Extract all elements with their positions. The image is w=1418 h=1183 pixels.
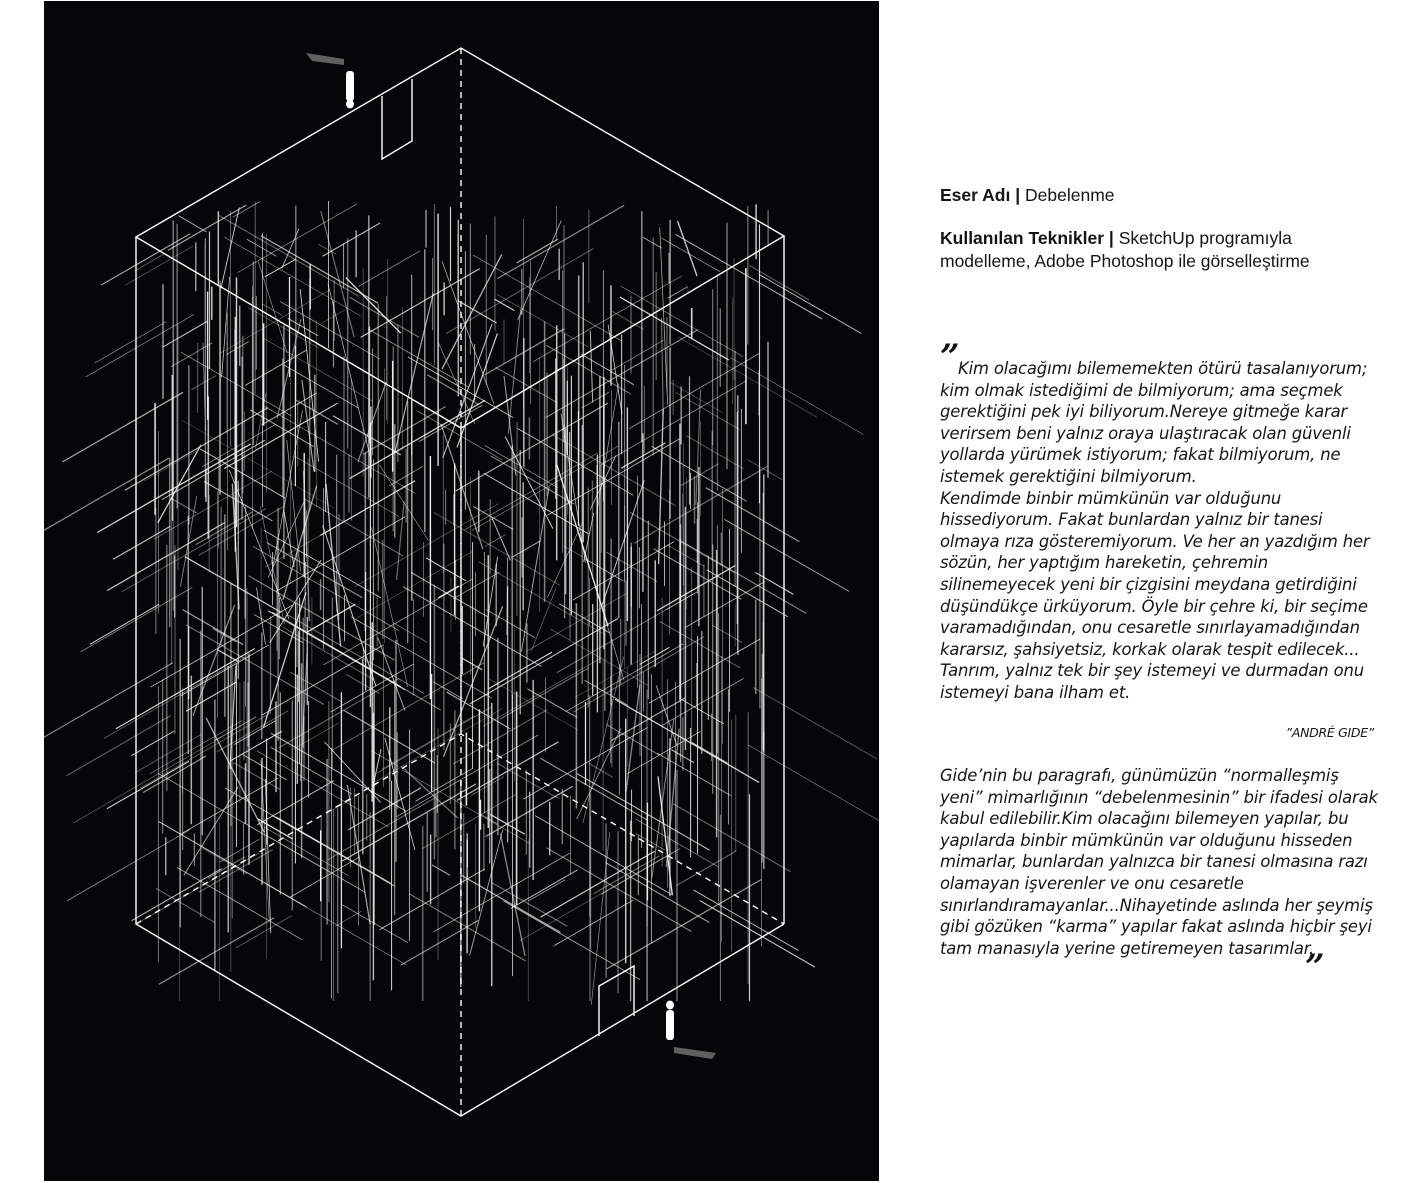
isometric-wireframe-tower-icon [44,1,879,1181]
quote-block [940,358,1380,704]
techniques-label: Kullanılan Teknikler [940,228,1105,248]
close-quote-icon: ” [1305,947,1325,987]
artwork-title [940,184,1380,207]
techniques [940,227,1380,273]
title-label: Eser Adı [940,185,1011,205]
quote-paragraph: Kim olacağımı bilememekten ötürü tasalanıyorum; kim olmak istediğimi de bilmiyorum; ama seçmek gerektiğini pek iyi biliyorum.Nereye gitmeğe karar verirsem beni yalnız oraya ulaştıracak olan güvenli yollarda yürümek istiyorum; fakat bilmiyorum, ne istemek gerektiğini bilmiyorum. [940,359,1368,486]
techniques-separator: | [1108,228,1114,248]
commentary-text [940,765,1380,959]
bounding-box-frame [136,48,784,1116]
quote-paragraph: Kendimde binbir mümkünün var olduğunu hissediyorum. Fakat bunlardan yalnız bir tanesi olmaya rıza gösteremiyorum. Ve her an yazdığım her sözün, her yaptığım hareketin, çehremin silinemeyecek yeni bir çizgisini meydana getirdiğini düşündükçe ürküyorum. Öyle bir çehre ki, bir seçime varamadığından, onu cesaretle sınırlayamadığından kararsız, şahsiyetsiz, korkak olarak tespit edilecek... Tanrım, yalnız tek bir şey istemeyi ve durmadan onu istemeyi bana ilham et. [940,488,1370,702]
title-separator: | [1015,185,1021,205]
open-quote-icon: ” [940,337,960,377]
artwork-panel [44,1,879,1181]
techniques-value: SketchUp programıyla modelleme, Adobe Photoshop ile görselleştirme [940,228,1310,271]
title-value: Debelenme [1025,185,1115,205]
quote-author: ”ANDRÉ GIDE” [1285,725,1374,740]
commentary-paragraph: Gide’nin bu paragrafı, günümüzün “normalleşmiş yeni” mimarlığının “debelenmesinin” bir ifadesi olarak kabul edilebilir.Kim olacağını bilemeyen yapılar, bu yapılarda binbir mümkünün var olduğunu hisseden mimarlar, bunlardan yalnızca bir tanesi olmasına razı olamayan işverenler ve onu cesaretle sınırlandıramayanlar...Nihayetinde aslında her şeymiş gibi gözüken “karma” yapılar fakat aslında hiçbir şeyi tam manasıyla yerine getiremeyen tasarımlar. [940,766,1378,958]
